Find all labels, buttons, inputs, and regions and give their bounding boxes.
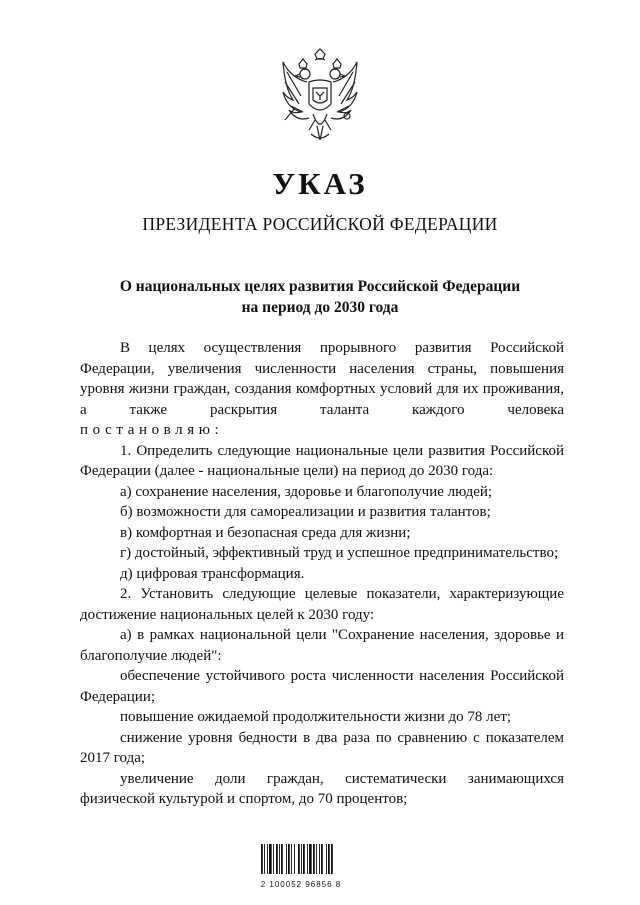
barcode-bar: [307, 844, 308, 874]
decree-word: постановляю:: [80, 422, 224, 438]
barcode-bar: [294, 844, 295, 874]
barcode-bar: [331, 844, 333, 874]
barcode-bar: [261, 844, 263, 874]
decree-body: [80, 338, 564, 810]
goal-item: г) достойный, эффективный труд и успешное предпринимательство;: [120, 545, 559, 561]
barcode-bar: [264, 844, 265, 874]
barcode-bar: [319, 844, 320, 874]
barcode-bar: [309, 844, 312, 874]
decree-issuer: ПРЕЗИДЕНТА РОССИЙСКОЙ ФЕДЕРАЦИИ: [142, 214, 498, 234]
barcode-bars: [261, 844, 341, 874]
intro-paragraph: В целях осуществления прорывного развития Российской Федерации, увеличения численности населения страны, повышения уровня жизни граждан, создания комфортных условий для их проживания, а также раскрытия таланта каждого человека: [80, 340, 564, 418]
barcode-bar: [316, 844, 317, 874]
decree-title: УКАЗ: [272, 166, 368, 201]
indicator-item: повышение ожидаемой продолжительности жизни до 78 лет;: [120, 709, 512, 725]
goal-item: д) цифровая трансформация.: [120, 565, 305, 582]
point-2-paragraph: 2. Установить следующие целевые показатели, характеризующие достижение национальных целей к 2030 году:: [80, 586, 564, 623]
barcode-bar: [298, 844, 300, 874]
decree-heading-line-2: на период до 2030 года: [241, 299, 399, 316]
barcode-bar: [267, 844, 268, 874]
barcode-bar: [328, 844, 330, 874]
barcode-bar: [276, 844, 278, 874]
barcode-bar: [269, 844, 272, 874]
barcode: [256, 844, 346, 889]
indicator-item: снижение уровня бедности в два раза по сравнению с показателем 2017 года;: [80, 729, 564, 766]
indicator-item: обеспечение устойчивого роста численности населения Российской Федерации;: [80, 668, 564, 705]
barcode-bar: [326, 844, 327, 874]
indicator-item: увеличение доли граждан, систематически занимающихся физической культурой и спортом, до 70 процентов;: [80, 770, 564, 807]
barcode-bar: [313, 844, 315, 874]
barcode-bar: [286, 844, 287, 874]
barcode-bar: [279, 844, 280, 874]
barcode-bar: [281, 844, 283, 874]
goal-item: в) комфортная и безопасная среда для жизни;: [120, 524, 411, 541]
barcode-bar: [273, 844, 274, 874]
barcode-number: 2 100052 96856 8: [260, 880, 342, 889]
decree-heading: [0, 276, 640, 318]
point-1-paragraph: 1. Определить следующие национальные цели развития Российской Федерации (далее - национальные цели) на период до 2030 года:: [80, 442, 564, 479]
goal-item: а) сохранение населения, здоровье и благополучие людей;: [120, 483, 493, 500]
barcode-bar: [321, 844, 323, 874]
barcode-bar: [291, 844, 292, 874]
point-2a-paragraph: а) в рамках национальной цели "Сохранение населения, здоровье и благополучие людей":: [80, 627, 564, 664]
barcode-bar: [303, 844, 305, 874]
double-headed-eagle-emblem-icon: [277, 48, 363, 146]
barcode-bar: [301, 844, 302, 874]
decree-heading-line-1: О национальных целях развития Российской Федерации: [119, 278, 521, 295]
goal-item: б) возможности для самореализации и развития талантов;: [120, 504, 491, 520]
barcode-bar: [288, 844, 290, 874]
